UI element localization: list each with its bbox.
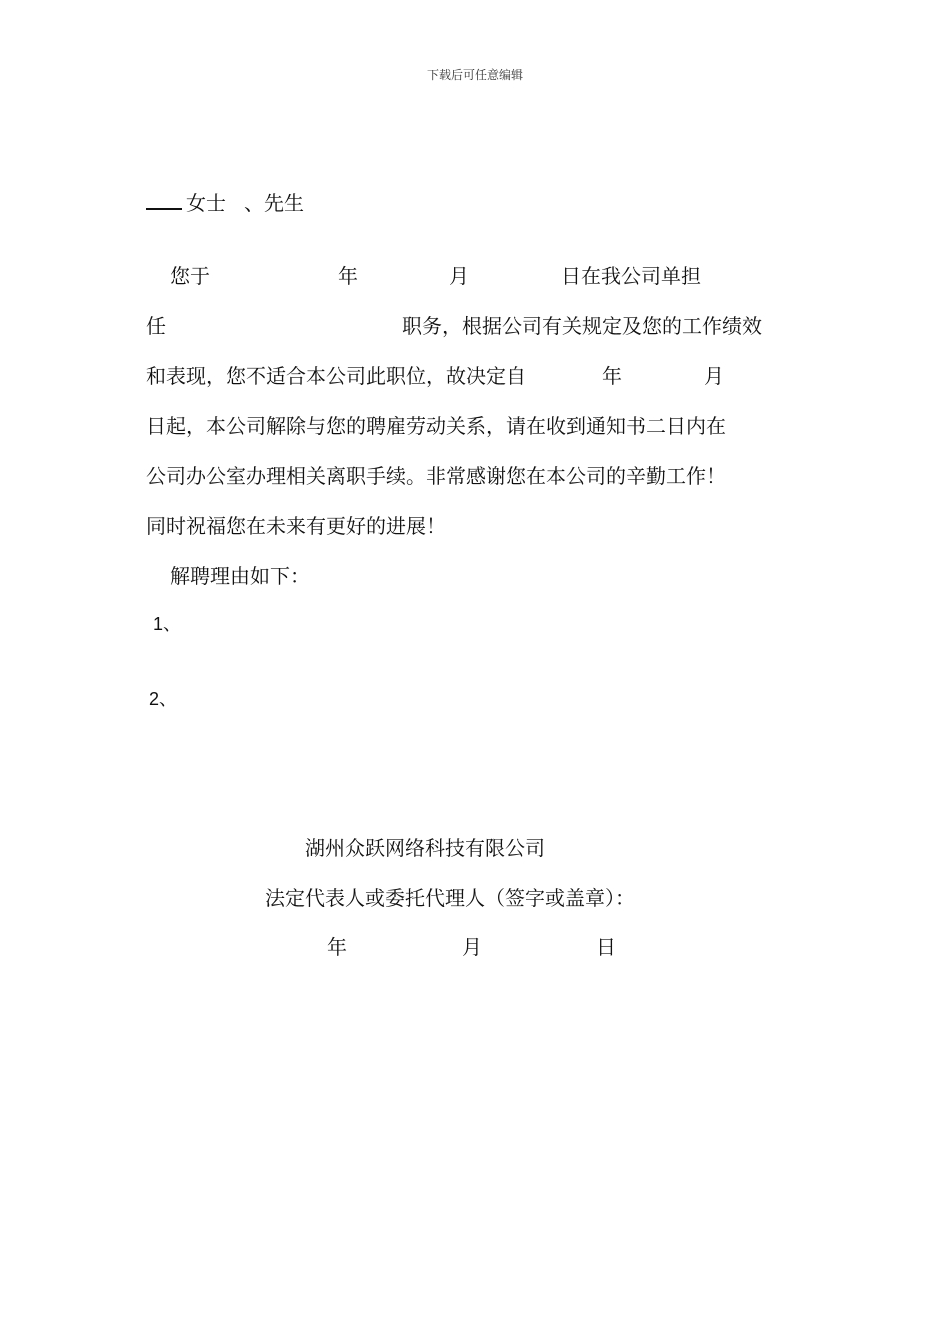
letter-line-2a: 任 [146, 314, 166, 338]
sign-year: 年 [327, 935, 347, 959]
sign-day: 日 [596, 935, 616, 959]
letter-line-1a: 您于 [170, 264, 210, 288]
letter-line-1b: 年 [338, 264, 358, 288]
salutation [146, 190, 304, 213]
page-header-note: 下载后可任意编辑 [426, 68, 523, 82]
letter-line-5: 公司办公室办理相关离职手续。非常感谢您在本公司的辛勤工作！ [146, 464, 726, 488]
letter-line-1d: 日在我公司单担 [561, 264, 701, 288]
reason-item-2: 2、 [149, 689, 178, 709]
letter-line-3b: 年 [602, 364, 622, 388]
reason-item-1: 1、 [153, 614, 182, 634]
letter-line-3a: 和表现，您不适合本公司此职位，故决定自 [146, 364, 526, 388]
letter-line-4: 日起，本公司解除与您的聘雇劳动关系，请在收到通知书二日内在 [146, 414, 726, 438]
reasons-title: 解聘理由如下： [170, 564, 310, 588]
representative-signature-line: 法定代表人或委托代理人（签字或盖章）： [265, 886, 635, 910]
name-blank [146, 190, 182, 210]
letter-line-6: 同时祝福您在未来有更好的进展！ [146, 514, 446, 538]
letter-line-2b: 职务，根据公司有关规定及您的工作绩效 [402, 314, 762, 338]
letter-line-3c: 月 [704, 364, 724, 388]
letter-line-1c: 月 [449, 264, 469, 288]
salutation-mr: 、先生 [244, 191, 304, 215]
salutation-ms: 女士 [186, 191, 226, 215]
company-name: 湖州众跃网络科技有限公司 [305, 836, 545, 860]
sign-month: 月 [462, 935, 482, 959]
